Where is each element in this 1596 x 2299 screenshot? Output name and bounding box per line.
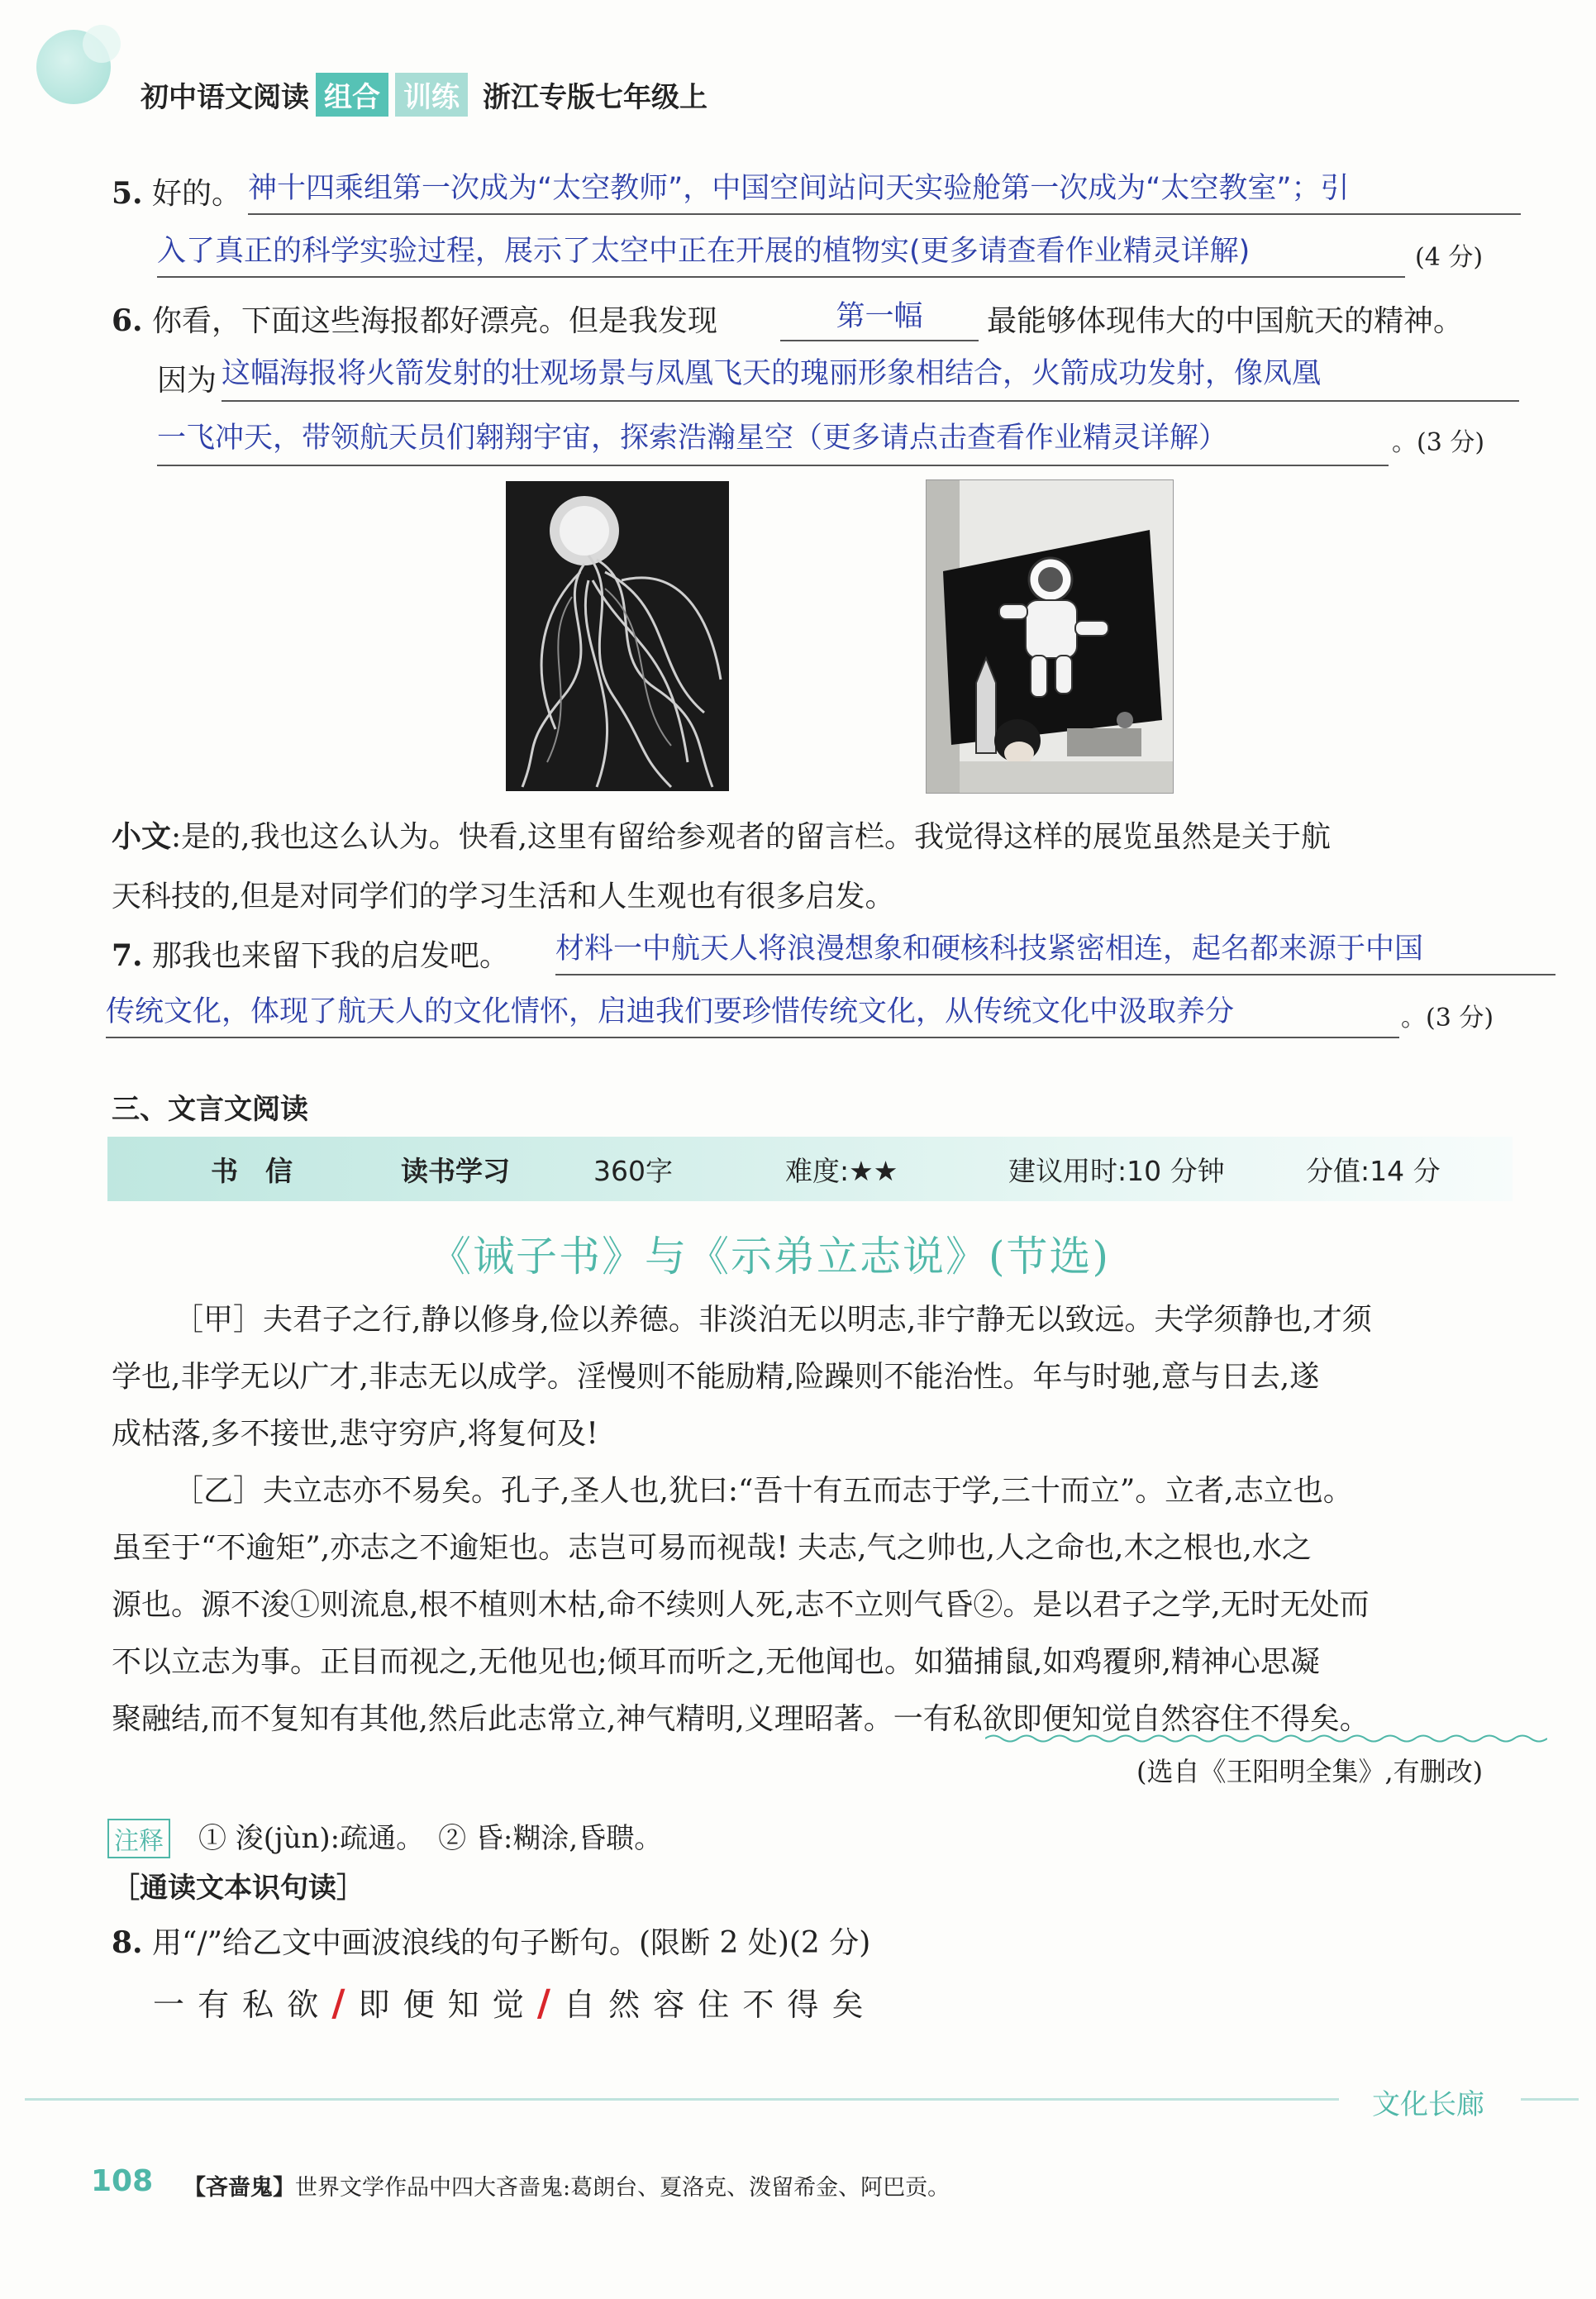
q5-answer-line2: 入了真正的科学实验过程，展示了太空中正在开展的植物实(更多请查看作业精灵详解) xyxy=(157,228,1405,278)
q7-number: 7. xyxy=(112,938,143,973)
q6-answer-line2: 一飞冲天，带领航天员们翱翔宇宙，探索浩瀚星空（更多请点击查看作业精灵详解） xyxy=(157,415,1389,466)
q8-text: 用“/”给乙文中画波浪线的句子断句。(限断 2 处)(2 分) xyxy=(152,1926,871,1960)
note-tag: 注释 xyxy=(107,1819,170,1858)
passage-jia-label: ［甲］ xyxy=(174,1303,264,1337)
header-tag-train: 训练 xyxy=(395,73,468,117)
info-type: 读书学习 xyxy=(401,1154,510,1187)
footer-note xyxy=(183,2169,950,2201)
header-title: 初中语文阅读 xyxy=(141,81,309,114)
info-time: 建议用时:10 分钟 xyxy=(1008,1154,1225,1187)
q5-number: 5. xyxy=(112,176,143,211)
q6-text-b: 最能够体现伟大的中国航天的精神。 xyxy=(987,304,1464,338)
section3-heading: 三、文言文阅读 xyxy=(112,1093,308,1126)
q7-prefix: 那我也来留下我的启发吧。 xyxy=(152,939,510,973)
dialog-line1 xyxy=(112,813,1331,856)
footer-note-text: 世界文学作品中四大吝啬鬼:葛朗台、夏洛克、泼留希金、阿巴贡。 xyxy=(295,2175,950,2201)
q5-answer-line1: 神十四乘组第一次成为“太空教师”，中国空间站问天实验舱第一次成为“太空教室”；引 xyxy=(248,165,1521,215)
passage-yi-line2: 虽至于“不逾矩”,亦志之不逾矩也。志岂可易而视哉! 夫志,气之帅也,人之命也,木之根也,水之 xyxy=(112,1531,1312,1565)
passage-yi-label: ［乙］ xyxy=(174,1474,264,1508)
passage-yi-text1: 夫立志亦不易矣。孔子,圣人也,犹曰:“吾十有五而志于学,三十而立”。立者,志立也。 xyxy=(263,1474,1353,1508)
q8-answer-row xyxy=(153,1979,865,2025)
q7-line1 xyxy=(112,932,509,975)
info-bar xyxy=(107,1137,1513,1201)
q8-part2: 即 便 知 觉 xyxy=(358,1987,526,2023)
subsection-heading: ［通读文本识句读］ xyxy=(112,1872,364,1905)
q5-score: (4 分) xyxy=(1415,243,1484,272)
footer-note-label: 【吝啬鬼】 xyxy=(183,2175,295,2201)
dialog-text1: :是的,我也这么认为。快看,这里有留给参观者的留言栏。我觉得这样的展览虽然是关于航 xyxy=(171,820,1332,854)
page-number: 108 xyxy=(91,2164,154,2198)
q5-prefix: 好的。 xyxy=(152,177,242,211)
q6-score: 。(3 分) xyxy=(1392,428,1485,457)
q6-answer-line1: 这幅海报将火箭发射的壮观场景与凤凰飞天的瑰丽形象相结合，火箭成功发射，像凤凰 xyxy=(222,351,1519,402)
footer-divider-right xyxy=(1521,2098,1579,2101)
passage-yi-line1 xyxy=(174,1467,1353,1510)
dialog-line2: 天科技的,但是对同学们的学习生活和人生观也有很多启发。 xyxy=(112,880,895,913)
page-header xyxy=(141,73,707,117)
slash-mark-2: / xyxy=(536,1982,552,2025)
q8-number: 8. xyxy=(112,1925,143,1960)
q8-part3: 自 然 容 住 不 得 矣 xyxy=(564,1987,865,2023)
info-difficulty: 难度:★★ xyxy=(785,1154,898,1187)
passage-source: (选自《王阳明全集》,有删改) xyxy=(1136,1756,1484,1787)
q7-answer-line1: 材料一中航天人将浪漫想象和硬核科技紧密相连，起名都来源于中国 xyxy=(555,926,1556,975)
dialog-speaker: 小文 xyxy=(112,819,172,854)
info-score: 分值:14 分 xyxy=(1306,1154,1441,1187)
poster-astronaut-image xyxy=(926,479,1174,794)
header-logo-dot-icon xyxy=(83,25,121,63)
info-words: 360字 xyxy=(593,1154,673,1187)
q6-text-a: 你看，下面这些海报都好漂亮。但是我发现 xyxy=(152,304,718,338)
q7-answer-line2: 传统文化，体现了航天人的文化情怀，启迪我们要珍惜传统文化，从传统文化中汲取养分 xyxy=(106,989,1399,1038)
q8-line xyxy=(112,1920,870,1962)
footer-corner-label: 文化长廊 xyxy=(1372,2088,1484,2121)
notes-text: ① 浚(jùn):疏通。 ② 昏:糊涂,昏聩。 xyxy=(198,1822,663,1855)
passage-jia-line2: 学也,非学无以广才,非志无以成学。淫慢则不能励精,险躁则不能治性。年与时驰,意与日去,遂 xyxy=(112,1360,1320,1394)
poster-rocket-phoenix-image xyxy=(506,481,729,791)
header-tag-combo: 组合 xyxy=(316,73,388,117)
wavy-underline-icon xyxy=(985,1733,1547,1744)
article-title: 《诫子书》与《示弟立志说》(节选) xyxy=(430,1233,1111,1281)
info-category: 书 信 xyxy=(211,1154,293,1187)
passage-yi-line3: 源也。源不浚①则流息,根不植则木枯,命不续则人死,志不立则气昏②。是以君子之学,无时无处而 xyxy=(112,1588,1370,1622)
passage-jia-line3: 成枯落,多不接世,悲守穷庐,将复何及! xyxy=(112,1417,598,1451)
q6-number: 6. xyxy=(112,303,143,338)
q6-line1 xyxy=(112,298,717,340)
q8-part1: 一 有 私 欲 xyxy=(153,1987,321,2023)
passage-yi-line5: 聚融结,而不复知有其他,然后此志常立,神气精明,义理昭著。一有私欲即便知觉自然容住不得矣。 xyxy=(112,1702,1370,1736)
slash-mark-1: / xyxy=(331,1982,347,2025)
q6-prefix2: 因为 xyxy=(157,364,217,398)
passage-jia-text1: 夫君子之行,静以修身,俭以养德。非淡泊无以明志,非宁静无以致远。夫学须静也,才须 xyxy=(263,1303,1372,1337)
q6-blank-answer: 第一幅 xyxy=(780,293,979,341)
q7-score: 。(3 分) xyxy=(1401,1004,1494,1033)
q5-line1 xyxy=(112,170,241,212)
header-edition: 浙江专版七年级上 xyxy=(483,81,707,114)
passage-jia-line1 xyxy=(174,1296,1372,1338)
passage-yi-line4: 不以立志为事。正目而视之,无他见也;倾耳而听之,无他闻也。如猫捕鼠,如鸡覆卵,精神心思凝 xyxy=(112,1645,1320,1679)
footer-divider xyxy=(25,2098,1339,2101)
